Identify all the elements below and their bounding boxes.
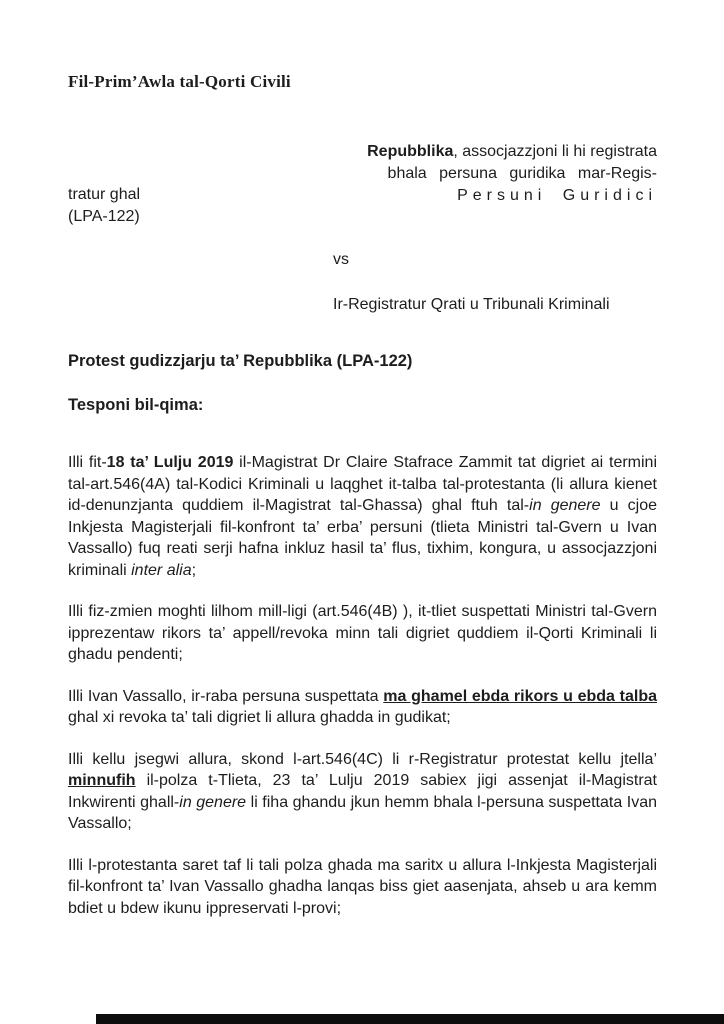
respondent-name: Ir-Registratur Qrati u Tribunali Kriminali (333, 296, 610, 313)
plaintiff-overflow-line-1: tratur ghal (68, 186, 141, 203)
plaintiff-line-3: Persuni Guridici (457, 187, 657, 204)
salutation: Tesponi bil-qima: (68, 396, 204, 414)
plaintiff-block (277, 141, 657, 207)
versus-label: vs (333, 251, 349, 268)
paragraph-5: Illi l-protestanta saret taf li tali polza ghada ma saritx u allura l-Inkjesta Magisterjali fil-konfront ta’ Ivan Vassallo ghadha lanqas biss giet aasenjata, ahseb u ara kemm bdiet u bdew ikunu ippreservati l-provi; (68, 856, 657, 917)
plaintiff-line-1: Repubblika, assocjazzjoni li hi registrata (367, 143, 657, 160)
court-header: Fil-Prim’Awla tal-Qorti Civili (68, 72, 291, 91)
body-text (68, 452, 657, 939)
document-title: Protest gudizzjarju ta’ Repubblika (LPA-122) (68, 352, 413, 370)
paragraph-4: Illi kellu jsegwi allura, skond l-art.546(4C) li r-Registratur protestat kellu jtella’ minnufih il-polza t-Tlieta, 23 ta’ Lulju 2019 sabiex jigi assenjat il-Magistrat Inkwirenti ghall-in genere li fiha ghandu jkun hemm bhala l-persuna suspettata Ivan Vassallo; (68, 750, 658, 832)
paragraph-2: Illi fiz-zmien moghti lilhom mill-ligi (art.546(4B) ), it-tliet suspettati Ministri tal-Gvern ipprezentaw rikors ta’ appell/revoka minn tali digriet quddiem il-Qorti Kriminali li ghadu pendenti; (68, 603, 657, 663)
plaintiff-line-2: bhala persuna guridika mar-Regis- (387, 165, 657, 182)
paragraph-1: Illi fit-18 ta’ Lulju 2019 il-Magistrat Dr Claire Stafrace Zammit tat digriet ai termini tal-art.546(4A) tal-Kodici Kriminali u laqghet it-talba tal-protestanta (li allura kienet id-denunzjanta quddiem il-Magistrat tal-Ghassa) ghal ftuh tal-in genere u cjoe Inkjesta Magisterjali fil-konfront ta’ erba’ persuni (tlieta Ministri tal-Gvern u Ivan Vassallo) fuq reati serji hafna inkluz hasil ta’ flus, tixhim, kongura, u assocjazzjoni kriminali inter alia; (68, 454, 658, 579)
plaintiff-overflow-line-2: (LPA-122) (68, 208, 140, 225)
plaintiff-overflow-block (68, 184, 140, 228)
paragraph-3: Illi Ivan Vassallo, ir-raba persuna suspettata ma ghamel ebda rikors u ebda talba ghal xi revoka ta’ tali digriet li allura ghadda in gudikat; (68, 687, 658, 726)
scan-artifact-bar (96, 1014, 724, 1024)
